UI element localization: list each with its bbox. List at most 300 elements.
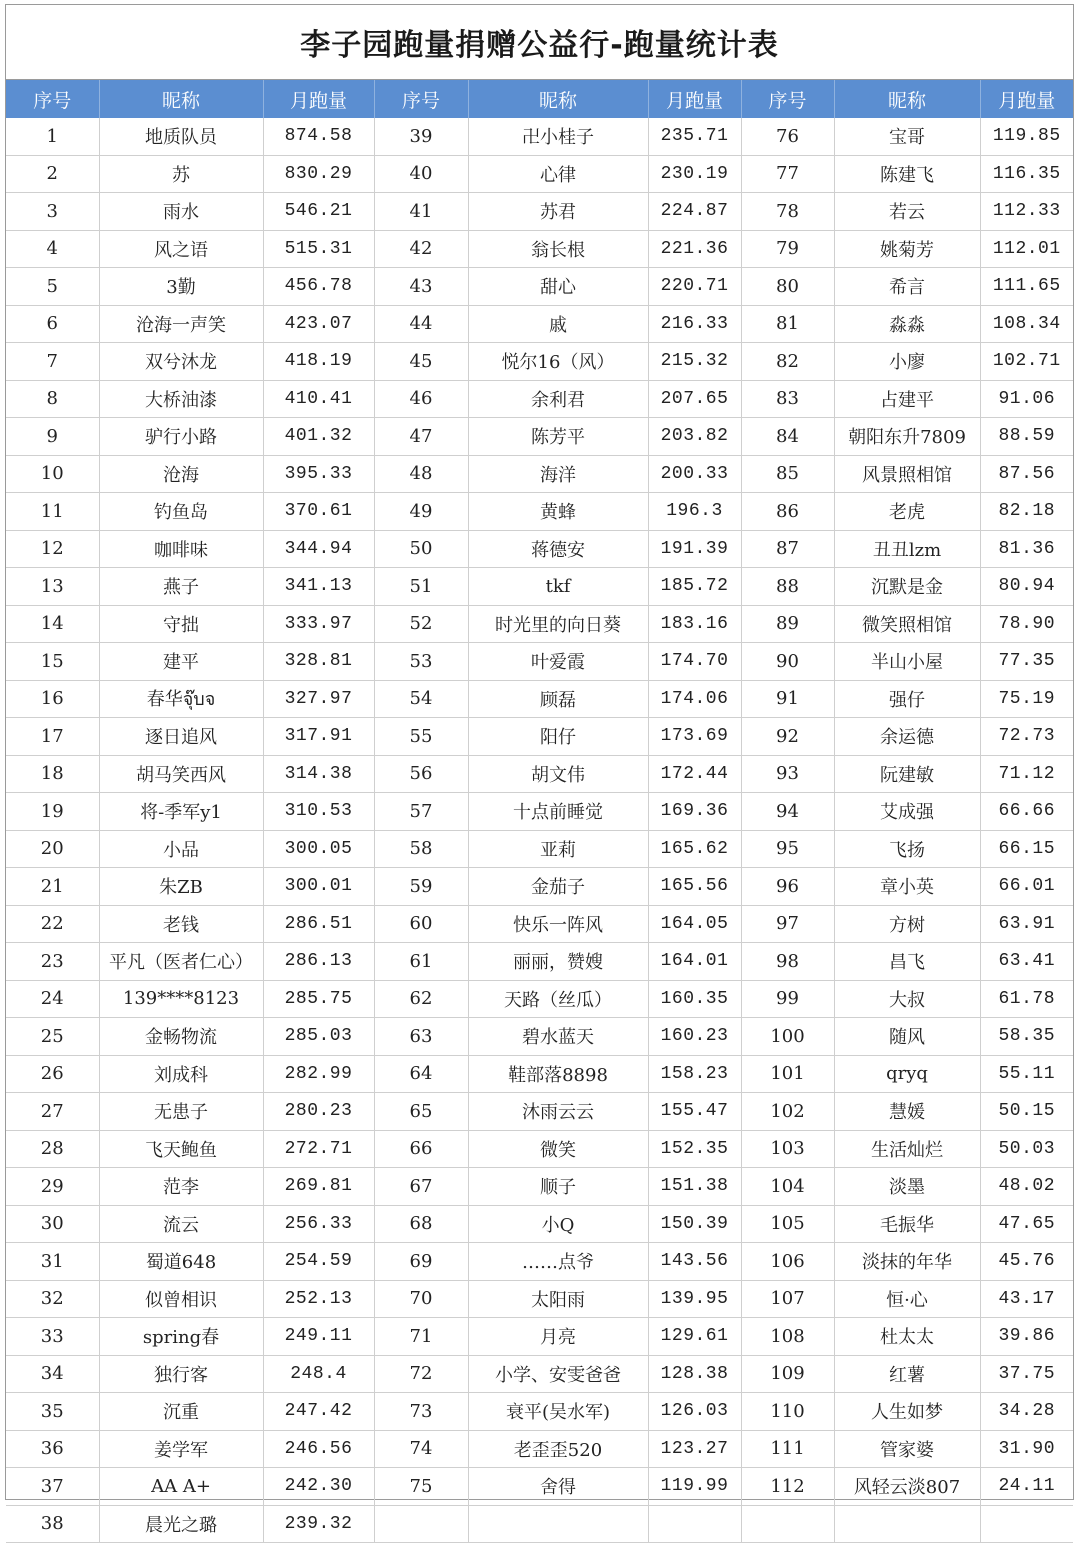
cell-monthly-distance: 191.39	[648, 530, 741, 568]
cell-monthly-distance: 50.03	[980, 1130, 1073, 1168]
cell-monthly-distance: 235.71	[648, 118, 741, 155]
cell-nickname: 淡墨	[834, 1168, 980, 1206]
cell-index: 38	[6, 1505, 99, 1543]
cell-index: 8	[6, 380, 99, 418]
cell-index: 47	[374, 418, 468, 456]
cell-monthly-distance: 123.27	[648, 1430, 741, 1468]
cell-index: 68	[374, 1205, 468, 1243]
table-row	[6, 943, 1073, 981]
cell-nickname: 天路（丝瓜）	[468, 980, 648, 1018]
cell-monthly-distance: 248.4	[263, 1355, 374, 1393]
cell-index: 41	[374, 193, 468, 231]
cell-nickname: 老虎	[834, 493, 980, 531]
cell-nickname: 平凡（医者仁心）	[99, 943, 263, 981]
cell-index: 12	[6, 530, 99, 568]
cell-index: 49	[374, 493, 468, 531]
cell-nickname: 将-季军y1	[99, 793, 263, 831]
cell-monthly-distance: 158.23	[648, 1055, 741, 1093]
cell-monthly-distance: 221.36	[648, 230, 741, 268]
cell-index: 94	[741, 793, 834, 831]
cell-monthly-distance: 300.05	[263, 830, 374, 868]
cell-monthly-distance: 139.95	[648, 1280, 741, 1318]
cell-index: 100	[741, 1018, 834, 1056]
cell-nickname: 海洋	[468, 455, 648, 493]
cell-monthly-distance: 164.01	[648, 943, 741, 981]
cell-index: 71	[374, 1318, 468, 1356]
cell-monthly-distance: 317.91	[263, 718, 374, 756]
table-row	[6, 1355, 1073, 1393]
table-row	[6, 1093, 1073, 1131]
cell-index: 75	[374, 1468, 468, 1506]
table-row	[6, 1280, 1073, 1318]
cell-nickname: ……点爷	[468, 1243, 648, 1281]
cell-nickname: 逐日追风	[99, 718, 263, 756]
cell-index: 19	[6, 793, 99, 831]
cell-nickname: tkf	[468, 568, 648, 606]
cell-monthly-distance: 77.35	[980, 643, 1073, 681]
table-row	[6, 455, 1073, 493]
cell-monthly-distance: 173.69	[648, 718, 741, 756]
cell-index: 34	[6, 1355, 99, 1393]
cell-nickname: 心律	[468, 155, 648, 193]
table-row	[6, 155, 1073, 193]
cell-monthly-distance: 37.75	[980, 1355, 1073, 1393]
cell-nickname: 守拙	[99, 605, 263, 643]
cell-monthly-distance: 82.18	[980, 493, 1073, 531]
cell-monthly-distance: 61.78	[980, 980, 1073, 1018]
cell-nickname: 顾磊	[468, 680, 648, 718]
cell-index: 64	[374, 1055, 468, 1093]
cell-nickname: 沧海	[99, 455, 263, 493]
cell-index: 33	[6, 1318, 99, 1356]
cell-monthly-distance	[980, 1505, 1073, 1543]
cell-index: 73	[374, 1393, 468, 1431]
cell-index	[741, 1505, 834, 1543]
cell-index: 99	[741, 980, 834, 1018]
cell-index: 109	[741, 1355, 834, 1393]
cell-nickname: 朝阳东升7809	[834, 418, 980, 456]
cell-monthly-distance: 45.76	[980, 1243, 1073, 1281]
cell-index: 7	[6, 343, 99, 381]
cell-nickname: 老歪歪520	[468, 1430, 648, 1468]
cell-monthly-distance: 165.56	[648, 868, 741, 906]
cell-nickname: qryq	[834, 1055, 980, 1093]
cell-index: 27	[6, 1093, 99, 1131]
cell-index: 25	[6, 1018, 99, 1056]
cell-nickname: 微笑	[468, 1130, 648, 1168]
cell-monthly-distance: 216.33	[648, 305, 741, 343]
cell-monthly-distance: 333.97	[263, 605, 374, 643]
cell-nickname: AA A+	[99, 1468, 263, 1506]
cell-nickname: 沉默是金	[834, 568, 980, 606]
cell-nickname: 占建平	[834, 380, 980, 418]
cell-monthly-distance: 87.56	[980, 455, 1073, 493]
table-row	[6, 1430, 1073, 1468]
cell-index: 52	[374, 605, 468, 643]
cell-monthly-distance: 174.06	[648, 680, 741, 718]
cell-index: 45	[374, 343, 468, 381]
cell-monthly-distance: 160.23	[648, 1018, 741, 1056]
cell-monthly-distance: 169.36	[648, 793, 741, 831]
cell-nickname: 地质队员	[99, 118, 263, 155]
header-monthly-distance: 月跑量	[648, 80, 741, 118]
cell-index: 87	[741, 530, 834, 568]
cell-monthly-distance: 282.99	[263, 1055, 374, 1093]
table-row	[6, 230, 1073, 268]
cell-nickname: 似曾相识	[99, 1280, 263, 1318]
cell-monthly-distance: 126.03	[648, 1393, 741, 1431]
cell-index: 9	[6, 418, 99, 456]
cell-monthly-distance: 48.02	[980, 1168, 1073, 1206]
cell-index: 62	[374, 980, 468, 1018]
cell-nickname: 风景照相馆	[834, 455, 980, 493]
cell-nickname	[834, 1505, 980, 1543]
cell-index: 50	[374, 530, 468, 568]
cell-nickname: 毛振华	[834, 1205, 980, 1243]
cell-monthly-distance: 128.38	[648, 1355, 741, 1393]
table-row	[6, 1018, 1073, 1056]
header-nickname: 昵称	[99, 80, 263, 118]
cell-monthly-distance: 874.58	[263, 118, 374, 155]
cell-index: 84	[741, 418, 834, 456]
cell-monthly-distance: 155.47	[648, 1093, 741, 1131]
cell-nickname: 小Q	[468, 1205, 648, 1243]
cell-monthly-distance: 246.56	[263, 1430, 374, 1468]
cell-nickname: 陈建飞	[834, 155, 980, 193]
cell-index: 108	[741, 1318, 834, 1356]
cell-monthly-distance: 285.75	[263, 980, 374, 1018]
cell-nickname: 淡抹的年华	[834, 1243, 980, 1281]
cell-monthly-distance: 252.13	[263, 1280, 374, 1318]
cell-index: 14	[6, 605, 99, 643]
cell-monthly-distance: 116.35	[980, 155, 1073, 193]
cell-nickname: 姚菊芳	[834, 230, 980, 268]
cell-monthly-distance: 515.31	[263, 230, 374, 268]
cell-index: 93	[741, 755, 834, 793]
cell-nickname: 风轻云淡807	[834, 1468, 980, 1506]
cell-index: 110	[741, 1393, 834, 1431]
cell-index: 111	[741, 1430, 834, 1468]
cell-nickname: 晨光之璐	[99, 1505, 263, 1543]
cell-nickname: 丑丑lzm	[834, 530, 980, 568]
cell-index: 89	[741, 605, 834, 643]
cell-nickname: 蜀道648	[99, 1243, 263, 1281]
cell-monthly-distance: 401.32	[263, 418, 374, 456]
cell-monthly-distance: 196.3	[648, 493, 741, 531]
cell-nickname: 宝哥	[834, 118, 980, 155]
cell-monthly-distance: 272.71	[263, 1130, 374, 1168]
table-row	[6, 118, 1073, 155]
table-row	[6, 1205, 1073, 1243]
cell-monthly-distance: 43.17	[980, 1280, 1073, 1318]
cell-index: 91	[741, 680, 834, 718]
cell-nickname: 沧海一声笑	[99, 305, 263, 343]
cell-nickname: 叶爱霞	[468, 643, 648, 681]
cell-monthly-distance	[648, 1505, 741, 1543]
cell-nickname: 慧媛	[834, 1093, 980, 1131]
cell-nickname: 春华จุ๊บจ	[99, 680, 263, 718]
cell-index: 69	[374, 1243, 468, 1281]
cell-nickname: 杜太太	[834, 1318, 980, 1356]
cell-index: 37	[6, 1468, 99, 1506]
cell-nickname: 章小英	[834, 868, 980, 906]
cell-monthly-distance: 200.33	[648, 455, 741, 493]
cell-monthly-distance: 172.44	[648, 755, 741, 793]
cell-nickname: 苏君	[468, 193, 648, 231]
cell-index: 29	[6, 1168, 99, 1206]
cell-index: 82	[741, 343, 834, 381]
cell-index: 61	[374, 943, 468, 981]
cell-monthly-distance: 160.35	[648, 980, 741, 1018]
cell-nickname: 舍得	[468, 1468, 648, 1506]
cell-nickname: 阮建敏	[834, 755, 980, 793]
cell-nickname: 半山小屋	[834, 643, 980, 681]
cell-index: 28	[6, 1130, 99, 1168]
cell-nickname: 风之语	[99, 230, 263, 268]
cell-index: 88	[741, 568, 834, 606]
cell-monthly-distance: 119.99	[648, 1468, 741, 1506]
cell-nickname: 小廖	[834, 343, 980, 381]
cell-nickname: 希言	[834, 268, 980, 306]
cell-nickname: 鞋部落8898	[468, 1055, 648, 1093]
cell-monthly-distance: 164.05	[648, 905, 741, 943]
cell-nickname: 燕子	[99, 568, 263, 606]
cell-nickname: 管家婆	[834, 1430, 980, 1468]
cell-index: 70	[374, 1280, 468, 1318]
cell-index: 98	[741, 943, 834, 981]
cell-nickname: 生活灿烂	[834, 1130, 980, 1168]
cell-index: 39	[374, 118, 468, 155]
cell-nickname: 沉重	[99, 1393, 263, 1431]
cell-nickname: 黄蜂	[468, 493, 648, 531]
cell-nickname: 双兮沐龙	[99, 343, 263, 381]
cell-monthly-distance: 249.11	[263, 1318, 374, 1356]
cell-index: 103	[741, 1130, 834, 1168]
cell-monthly-distance: 143.56	[648, 1243, 741, 1281]
cell-monthly-distance: 230.19	[648, 155, 741, 193]
cell-nickname: 朱ZB	[99, 868, 263, 906]
cell-index: 16	[6, 680, 99, 718]
cell-monthly-distance: 111.65	[980, 268, 1073, 306]
cell-monthly-distance: 72.73	[980, 718, 1073, 756]
cell-monthly-distance: 546.21	[263, 193, 374, 231]
cell-monthly-distance: 224.87	[648, 193, 741, 231]
cell-monthly-distance: 830.29	[263, 155, 374, 193]
running-table	[6, 80, 1073, 1543]
cell-monthly-distance: 129.61	[648, 1318, 741, 1356]
cell-index: 90	[741, 643, 834, 681]
cell-index: 32	[6, 1280, 99, 1318]
cell-index: 72	[374, 1355, 468, 1393]
cell-nickname: 老钱	[99, 905, 263, 943]
cell-monthly-distance: 183.16	[648, 605, 741, 643]
cell-nickname: 余运德	[834, 718, 980, 756]
cell-nickname: 苏	[99, 155, 263, 193]
cell-monthly-distance: 71.12	[980, 755, 1073, 793]
cell-nickname: 胡马笑西风	[99, 755, 263, 793]
table-row	[6, 868, 1073, 906]
cell-monthly-distance: 370.61	[263, 493, 374, 531]
header-nickname: 昵称	[834, 80, 980, 118]
cell-nickname: 小学、安雯爸爸	[468, 1355, 648, 1393]
cell-index: 51	[374, 568, 468, 606]
cell-index: 107	[741, 1280, 834, 1318]
table-row	[6, 568, 1073, 606]
cell-monthly-distance: 112.01	[980, 230, 1073, 268]
cell-nickname: 沐雨云云	[468, 1093, 648, 1131]
header-nickname: 昵称	[468, 80, 648, 118]
cell-index: 3	[6, 193, 99, 231]
cell-monthly-distance: 112.33	[980, 193, 1073, 231]
cell-monthly-distance: 328.81	[263, 643, 374, 681]
cell-index: 30	[6, 1205, 99, 1243]
table-row	[6, 905, 1073, 943]
cell-nickname: 悦尔16（风）	[468, 343, 648, 381]
cell-nickname: 顺子	[468, 1168, 648, 1206]
cell-index: 13	[6, 568, 99, 606]
cell-monthly-distance: 47.65	[980, 1205, 1073, 1243]
cell-index: 6	[6, 305, 99, 343]
cell-nickname: spring春	[99, 1318, 263, 1356]
cell-index: 80	[741, 268, 834, 306]
cell-monthly-distance: 58.35	[980, 1018, 1073, 1056]
cell-nickname: 飞天鲍鱼	[99, 1130, 263, 1168]
cell-index: 79	[741, 230, 834, 268]
cell-monthly-distance: 108.34	[980, 305, 1073, 343]
cell-monthly-distance: 423.07	[263, 305, 374, 343]
cell-monthly-distance: 456.78	[263, 268, 374, 306]
cell-index: 5	[6, 268, 99, 306]
cell-monthly-distance: 341.13	[263, 568, 374, 606]
cell-index: 54	[374, 680, 468, 718]
table-row	[6, 193, 1073, 231]
cell-monthly-distance: 34.28	[980, 1393, 1073, 1431]
cell-nickname: 艾成强	[834, 793, 980, 831]
cell-index: 112	[741, 1468, 834, 1506]
table-row	[6, 1055, 1073, 1093]
table-row	[6, 1505, 1073, 1543]
cell-monthly-distance: 63.41	[980, 943, 1073, 981]
cell-nickname: 蒋德安	[468, 530, 648, 568]
cell-index: 65	[374, 1093, 468, 1131]
cell-nickname: 恒·心	[834, 1280, 980, 1318]
cell-index: 22	[6, 905, 99, 943]
table-row	[6, 530, 1073, 568]
cell-monthly-distance: 344.94	[263, 530, 374, 568]
cell-nickname: 快乐一阵风	[468, 905, 648, 943]
cell-monthly-distance: 24.11	[980, 1468, 1073, 1506]
cell-monthly-distance: 66.01	[980, 868, 1073, 906]
cell-monthly-distance: 269.81	[263, 1168, 374, 1206]
table-row	[6, 793, 1073, 831]
table-row	[6, 1130, 1073, 1168]
cell-monthly-distance: 81.36	[980, 530, 1073, 568]
cell-nickname: 戚	[468, 305, 648, 343]
cell-monthly-distance: 418.19	[263, 343, 374, 381]
cell-index: 63	[374, 1018, 468, 1056]
cell-index: 18	[6, 755, 99, 793]
cell-nickname: 衰平(吴水军)	[468, 1393, 648, 1431]
cell-index: 1	[6, 118, 99, 155]
cell-index: 101	[741, 1055, 834, 1093]
cell-monthly-distance: 203.82	[648, 418, 741, 456]
cell-index: 81	[741, 305, 834, 343]
header-monthly-distance: 月跑量	[263, 80, 374, 118]
cell-nickname: 时光里的向日葵	[468, 605, 648, 643]
cell-index: 11	[6, 493, 99, 531]
cell-nickname: 刘成科	[99, 1055, 263, 1093]
table-row	[6, 343, 1073, 381]
cell-nickname: 金茄子	[468, 868, 648, 906]
table-row	[6, 605, 1073, 643]
table-row	[6, 718, 1073, 756]
cell-monthly-distance: 395.33	[263, 455, 374, 493]
cell-monthly-distance: 151.38	[648, 1168, 741, 1206]
cell-nickname: 翁长根	[468, 230, 648, 268]
cell-index: 74	[374, 1430, 468, 1468]
cell-nickname: 咖啡味	[99, 530, 263, 568]
table-row	[6, 755, 1073, 793]
statistics-sheet	[5, 4, 1074, 1536]
cell-nickname: 钓鱼岛	[99, 493, 263, 531]
cell-index: 44	[374, 305, 468, 343]
sheet-title: 李子园跑量捐赠公益行-跑量统计表	[6, 5, 1073, 80]
table-row	[6, 305, 1073, 343]
cell-index: 2	[6, 155, 99, 193]
table-row	[6, 980, 1073, 1018]
cell-nickname: 姜学军	[99, 1430, 263, 1468]
cell-index: 36	[6, 1430, 99, 1468]
cell-index: 35	[6, 1393, 99, 1431]
cell-nickname: 流云	[99, 1205, 263, 1243]
cell-index: 59	[374, 868, 468, 906]
table-row	[6, 268, 1073, 306]
table-row	[6, 1168, 1073, 1206]
cell-index: 21	[6, 868, 99, 906]
cell-index: 95	[741, 830, 834, 868]
cell-index: 86	[741, 493, 834, 531]
cell-index: 85	[741, 455, 834, 493]
cell-index: 46	[374, 380, 468, 418]
table-row	[6, 643, 1073, 681]
cell-index: 53	[374, 643, 468, 681]
cell-index: 40	[374, 155, 468, 193]
header-index: 序号	[374, 80, 468, 118]
cell-nickname: 碧水蓝天	[468, 1018, 648, 1056]
cell-index: 55	[374, 718, 468, 756]
cell-index: 102	[741, 1093, 834, 1131]
cell-index: 56	[374, 755, 468, 793]
cell-index	[374, 1505, 468, 1543]
cell-monthly-distance: 78.90	[980, 605, 1073, 643]
table-row	[6, 680, 1073, 718]
cell-nickname: 亚莉	[468, 830, 648, 868]
cell-monthly-distance: 55.11	[980, 1055, 1073, 1093]
cell-nickname: 小品	[99, 830, 263, 868]
cell-index: 67	[374, 1168, 468, 1206]
cell-index: 31	[6, 1243, 99, 1281]
cell-index: 78	[741, 193, 834, 231]
cell-nickname: 月亮	[468, 1318, 648, 1356]
cell-nickname: 建平	[99, 643, 263, 681]
cell-index: 104	[741, 1168, 834, 1206]
cell-index: 20	[6, 830, 99, 868]
cell-index: 42	[374, 230, 468, 268]
cell-nickname: 强仔	[834, 680, 980, 718]
cell-nickname: 胡文伟	[468, 755, 648, 793]
cell-monthly-distance: 314.38	[263, 755, 374, 793]
cell-index: 57	[374, 793, 468, 831]
